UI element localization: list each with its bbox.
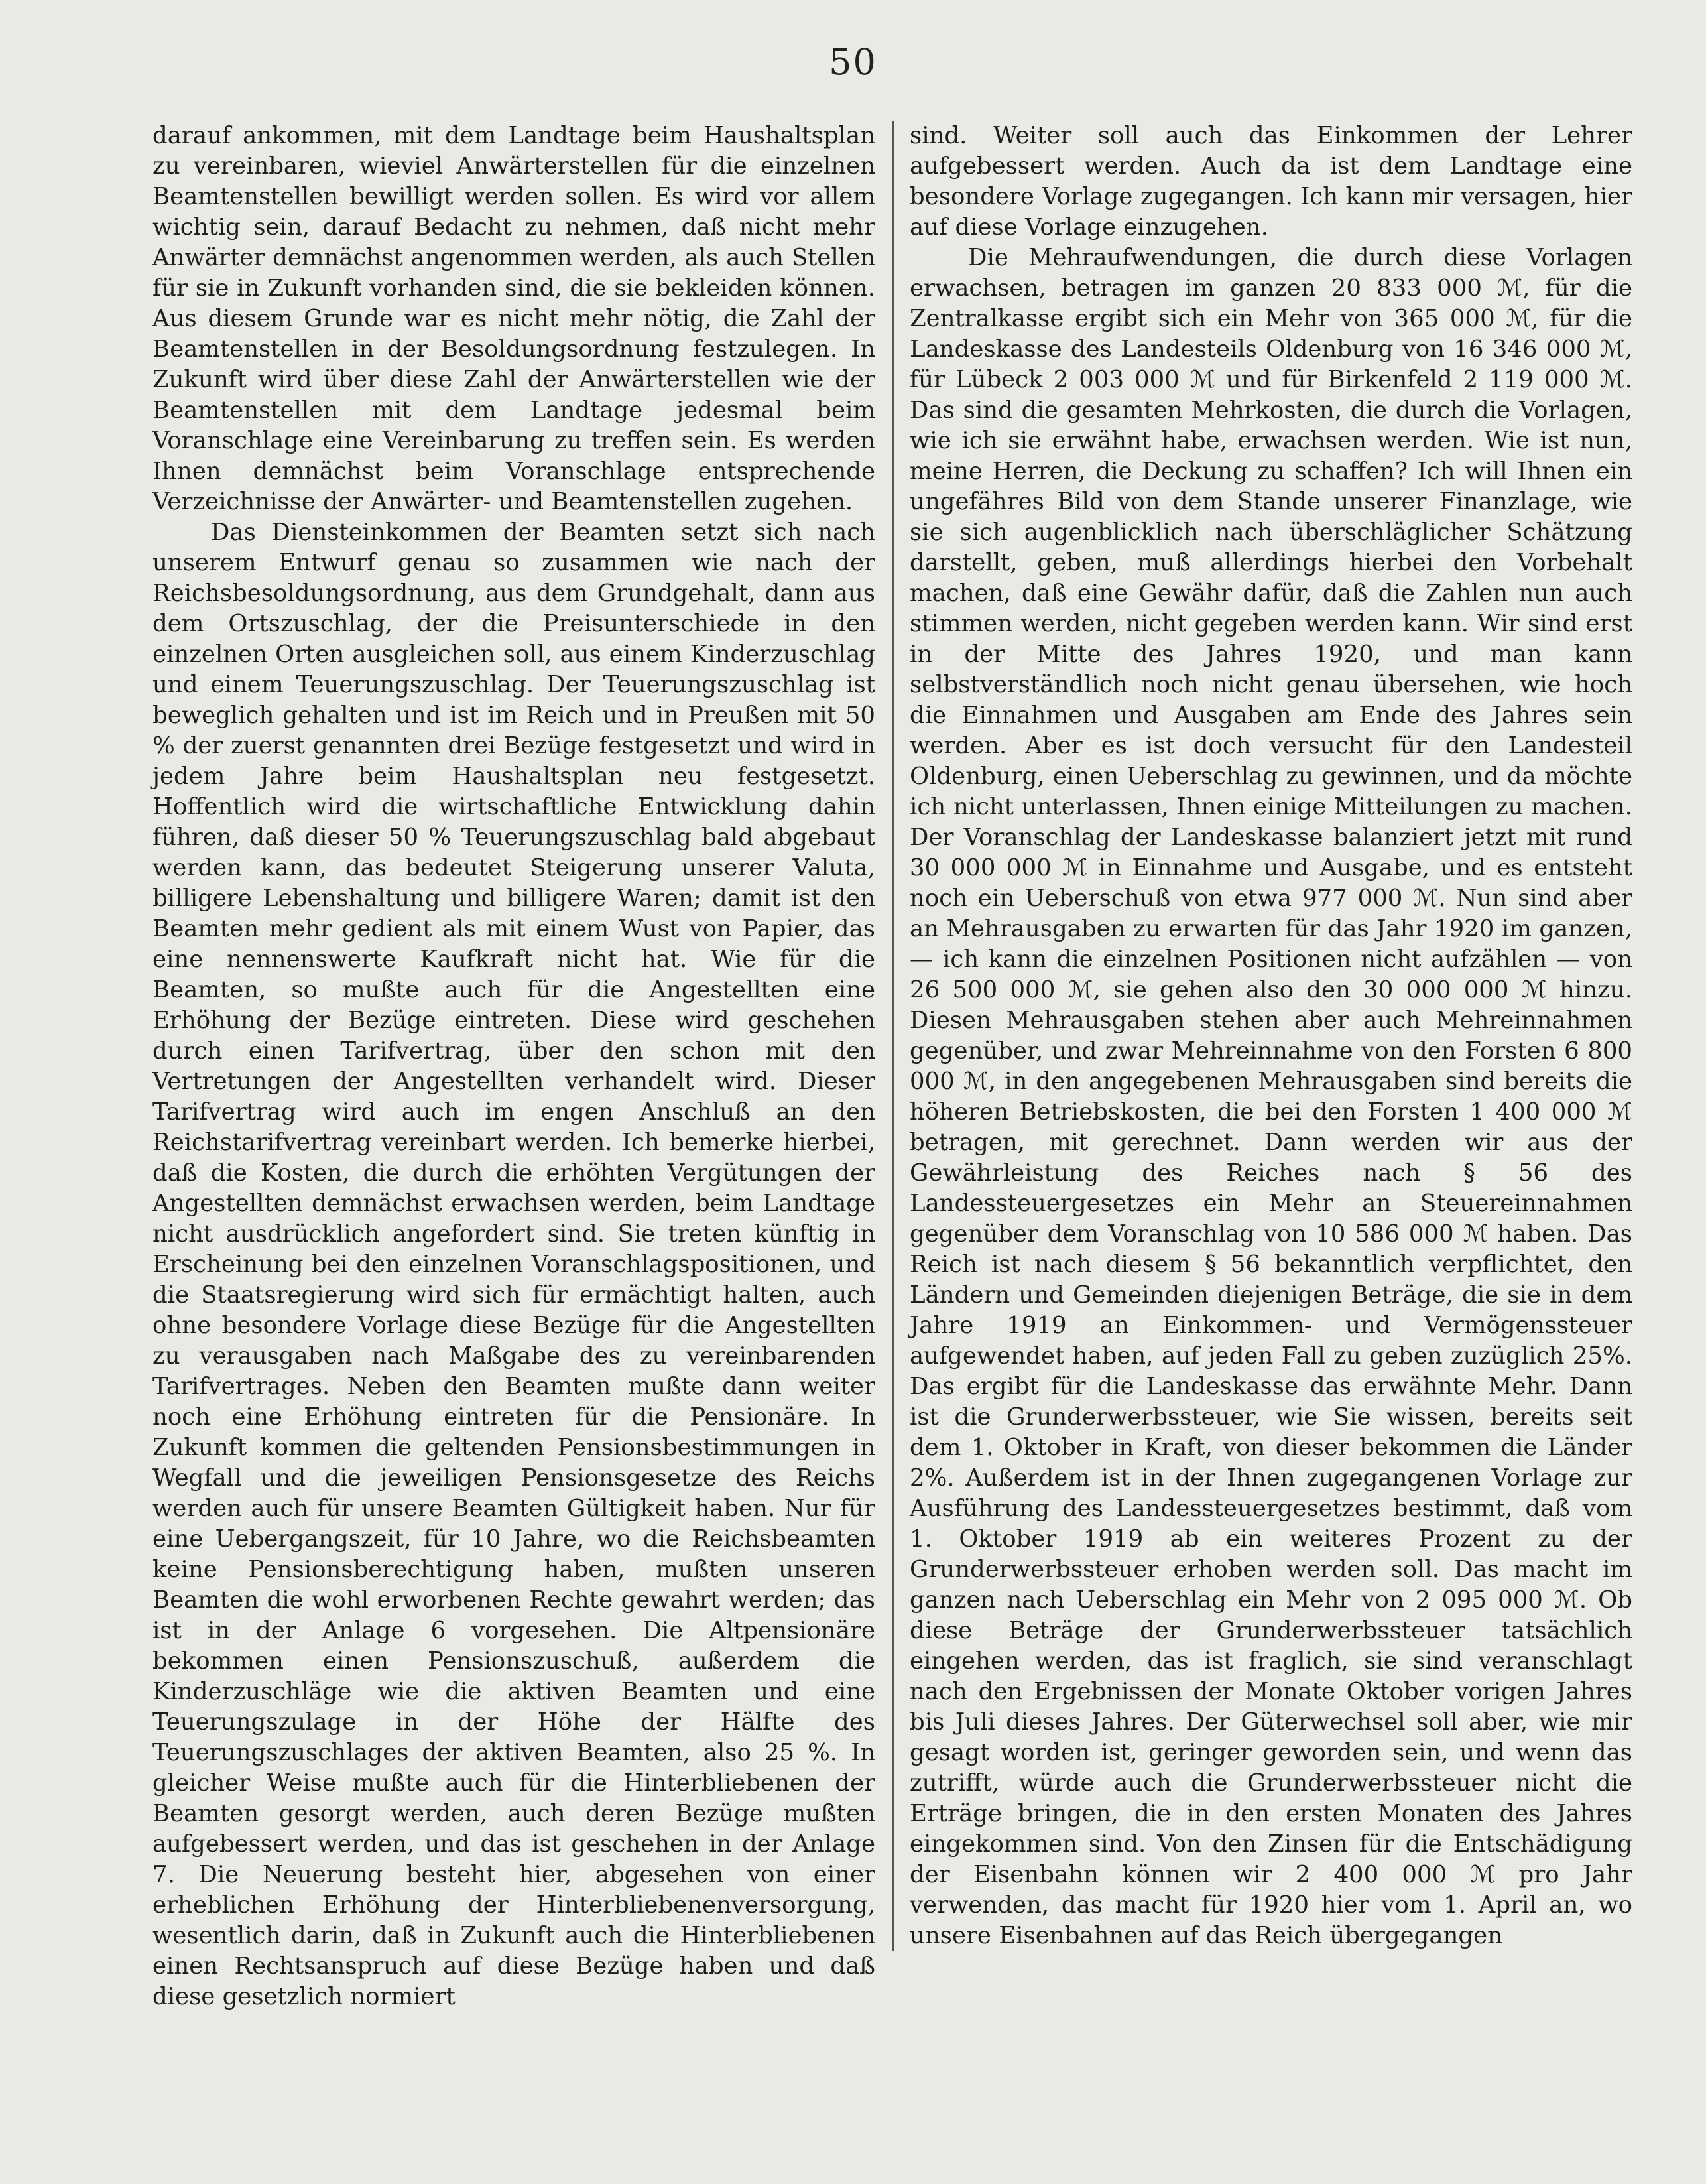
paragraph: Das Diensteinkommen der Beamten setzt sich nach unserem Entwurf genau so zusammen wie nach der Reichsbesoldungsordnung, aus dem Grundgehalt, dann aus dem Ortszuschlag, der die Preisunterschiede in den einzelnen Orten ausgleichen soll, aus einem Kinderzuschlag und einem Teuerungszuschlag. Der Teuerungszuschlag ist beweglich gehalten und ist im Reich und in Preußen mit 50 % der zuerst genannten drei Bezüge festgesetzt und wird in jedem Jahre beim Haushaltsplan neu festgesetzt. Hoffentlich wird die wirtschaftliche Entwicklung dahin führen, daß dieser 50 % Teuerungszuschlag bald abgebaut werden kann, das bedeutet Steigerung unserer Valuta, billigere Lebenshaltung und billigere Waren; damit ist den Beamten mehr gedient als mit einem Wust von Papier, das eine nennenswerte Kaufkraft nicht hat. Wie für die Beamten, so mußte auch für die Angestellten eine Erhöhung der Bezüge eintreten. Diese wird geschehen durch einen Tarifvertrag, über den schon mit den Vertretungen der Angestellten verhandelt wird. Dieser Tarifvertrag wird auch im engen Anschluß an den Reichstarifvertrag vereinbart werden. Ich bemerke hierbei, daß die Kosten, die durch die erhöhten Vergütungen der Angestellten demnächst erwachsen werden, beim Landtage nicht ausdrücklich angefordert sind. Sie treten künftig in Erscheinung bei den einzelnen Voranschlagspositionen, und die Staatsregierung wird sich für ermächtigt halten, auch ohne besondere Vorlage diese Bezüge für die Angestellten zu verausgaben nach Maßgabe des zu vereinbarenden Tarifvertrages. Neben den Beamten mußte dann weiter noch eine Erhöhung eintreten für die Pensionäre. In Zukunft kommen die geltenden Pensionsbestimmungen in Wegfall und die jeweiligen Pensionsgesetze des Reichs werden auch für unsere Beamten Gültigkeit haben. Nur für eine Uebergangszeit, für 10 Jahre, wo die Reichsbeamten keine Pensionsberechtigung haben, mußten unseren Beamten die wohl erworbenen Rechte gewahrt werden; das ist in der Anlage 6 vorgesehen. Die Altpensionäre bekommen einen Pensionszuschuß, außerdem die Kinderzuschläge wie die aktiven Beamten und eine Teuerungszulage in der Höhe der Hälfte des Teuerungszuschlages der aktiven Beamten, also 25 %. In gleicher Weise mußte auch für die Hinterbliebenen der Beamten gesorgt werden, auch deren Bezüge mußten aufgebessert werden, und das ist geschehen in der Anlage 7. Die Neuerung besteht hier, abgesehen von einer erheblichen Erhöhung der Hinterbliebenenversorgung, wesentlich darin, daß in Zukunft auch die Hinterbliebenen einen Rechtsanspruch auf diese Bezüge haben und daß diese gesetzlich normiert (152, 519, 875, 2010)
paragraph: sind. Weiter soll auch das Einkommen der Lehrer aufgebessert werden. Auch da ist dem Landtage eine besondere Vorlage zugegangen. Ich kann mir versagen, hier auf diese Vorlage einzugehen. (910, 122, 1632, 241)
left-column (152, 121, 875, 2012)
column-divider (892, 121, 894, 1951)
page-number: 50 (829, 41, 877, 83)
right-column (910, 121, 1632, 1951)
paragraph: darauf ankommen, mit dem Landtage beim Haushaltsplan zu vereinbaren, wieviel Anwärterstellen für die einzelnen Beamtenstellen bewilligt werden sollen. Es wird vor allem wichtig sein, darauf Bedacht zu nehmen, daß nicht mehr Anwärter demnächst angenommen werden, als auch Stellen für sie in Zukunft vorhanden sind, die sie bekleiden können. Aus diesem Grunde war es nicht mehr nötig, die Zahl der Beamtenstellen in der Besoldungsordnung festzulegen. In Zukunft wird über diese Zahl der Anwärterstellen wie der Beamtenstellen mit dem Landtage jedesmal beim Voranschlage eine Vereinbarung zu treffen sein. Es werden Ihnen demnächst beim Voranschlage entsprechende Verzeichnisse der Anwärter- und Beamtenstellen zugehen. (152, 122, 875, 515)
paragraph: Die Mehraufwendungen, die durch diese Vorlagen erwachsen, betragen im ganzen 20 833 000 ℳ, für die Zentralkasse ergibt sich ein Mehr von 365 000 ℳ, für die Landeskasse des Landesteils Oldenburg von 16 346 000 ℳ, für Lübeck 2 003 000 ℳ und für Birkenfeld 2 119 000 ℳ. Das sind die gesamten Mehrkosten, die durch die Vorlagen, wie ich sie erwähnt habe, erwachsen werden. Wie ist nun, meine Herren, die Deckung zu schaffen? Ich will Ihnen ein ungefähres Bild von dem Stande unserer Finanzlage, wie sie sich augenblicklich nach überschläglicher Schätzung darstellt, geben, muß allerdings hierbei den Vorbehalt machen, daß eine Gewähr dafür, daß die Zahlen nun auch stimmen werden, nicht gegeben werden kann. Wir sind erst in der Mitte des Jahres 1920, und man kann selbstverständlich noch nicht genau übersehen, wie hoch die Einnahmen und Ausgaben am Ende des Jahres sein werden. Aber es ist doch versucht für den Landesteil Oldenburg, einen Ueberschlag zu gewinnen, und da möchte ich nicht unterlassen, Ihnen einige Mitteilungen zu machen. Der Voranschlag der Landeskasse balanziert jetzt mit rund 30 000 000 ℳ in Einnahme und Ausgabe, und es entsteht noch ein Ueberschuß von etwa 977 000 ℳ. Nun sind aber an Mehrausgaben zu erwarten für das Jahr 1920 im ganzen, — ich kann die einzelnen Positionen nicht aufzählen — von 26 500 000 ℳ, sie gehen also den 30 000 000 ℳ hinzu. Diesen Mehrausgaben stehen aber auch Mehreinnahmen gegenüber, und zwar Mehreinnahme von den Forsten 6 800 000 ℳ, in den angegebenen Mehrausgaben sind bereits die höheren Betriebskosten, die bei den Forsten 1 400 000 ℳ betragen, mit gerechnet. Dann werden wir aus der Gewährleistung des Reiches nach § 56 des Landessteuergesetzes ein Mehr an Steuereinnahmen gegenüber dem Voranschlag von 10 586 000 ℳ haben. Das Reich ist nach diesem § 56 bekanntlich verpflichtet, den Ländern und Gemeinden diejenigen Beträge, die sie in dem Jahre 1919 an Einkommen- und Vermögenssteuer aufgewendet haben, auf jeden Fall zu geben zuzüglich 25%. Das ergibt für die Landeskasse das erwähnte Mehr. Dann ist die Grunderwerbssteuer, wie Sie wissen, bereits seit dem 1. Oktober in Kraft, von dieser bekommen die Länder 2%. Außerdem ist in der Ihnen zugegangenen Vorlage zur Ausführung des Landessteuergesetzes bestimmt, daß vom 1. Oktober 1919 ab ein weiteres Prozent zu der Grunderwerbssteuer erhoben werden soll. Das macht im ganzen nach Ueberschlag ein Mehr von 2 095 000 ℳ. Ob diese Beträge der Grunderwerbssteuer tatsächlich eingehen werden, das ist fraglich, sie sind veranschlagt nach den Ergebnissen der Monate Oktober vorigen Jahres bis Juli dieses Jahres. Der Güterwechsel soll aber, wie mir gesagt worden ist, geringer geworden sein, und wenn das zutrifft, würde auch die Grunderwerbssteuer nicht die Erträge bringen, die in den ersten Monaten des Jahres eingekommen sind. Von den Zinsen für die Entschädigung der Eisenbahn können wir 2 400 000 ℳ pro Jahr verwenden, das macht für 1920 hier vom 1. April an, wo unsere Eisenbahnen auf das Reich übergegangen (910, 244, 1632, 1949)
